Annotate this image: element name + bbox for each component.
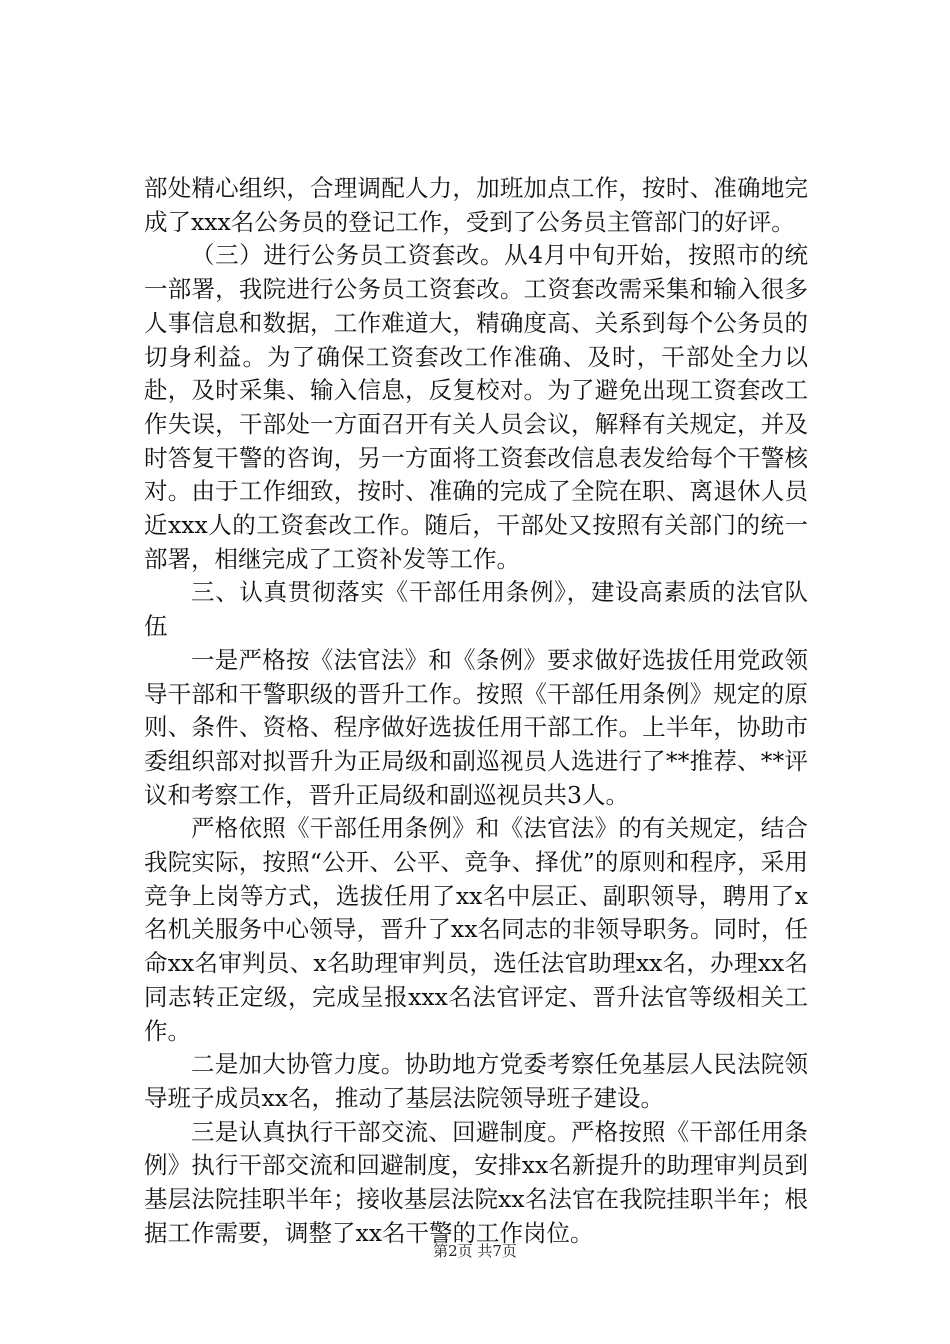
section-heading-three: 三、认真贯彻落实《干部任用条例》，建设高素质的法官队伍 [144,578,808,641]
document-body [144,172,808,1251]
page-number-label: 第2页 共7页 [433,1242,517,1260]
paragraph-co-management: 二是加大协管力度。协助地方党委考察任免基层人民法院领导班子成员xx名，推动了基层法院领导班子建设。 [144,1050,808,1112]
paragraph-continuation: 部处精心组织，合理调配人力，加班加点工作，按时、准确地完成了xxx名公务员的登记工作，受到了公务员主管部门的好评。 [144,174,808,236]
paragraph-regulation-compliance: 严格依照《干部任用条例》和《法官法》的有关规定，结合我院实际，按照“公开、公平、竞争、择优”的原则和程序，采用竞争上岗等方式，选拔任用了xx名中层正、副职领导，聘用了x名机关服务中心领导，晋升了xx名同志的非领导职务。同时，任命xx名审判员、x名助理审判员，选任法官助理xx名，办理xx名同志转正定级，完成呈报xxx名法官评定、晋升法官等级相关工作。 [144,814,808,1045]
paragraph-salary-reform: （三）进行公务员工资套改。从4月中旬开始，按照市的统一部署，我院进行公务员工资套改。工资套改需采集和输入很多人事信息和数据，工作难道大，精确度高、关系到每个公务员的切身利益。为了确保工资套改工作准确、及时，干部处全力以赴，及时采集、输入信息，反复校对。为了避免出现工资套改工作失误，干部处一方面召开有关人员会议，解释有关规定，并及时答复干警的咨询，另一方面将工资套改信息表发给每个干警核对。由于工作细致，按时、准确的完成了全院在职、离退休人员近xxx人的工资套改工作。随后，干部处又按照有关部门的统一部署，相继完成了工资补发等工作。 [144,241,808,573]
paragraph-selection-promotion: 一是严格按《法官法》和《条例》要求做好选拔任用党政领导干部和干警职级的晋升工作。按照《干部任用条例》规定的原则、条件、资格、程序做好选拔任用干部工作。上半年，协助市委组织部对拟晋升为正局级和副巡视员人选进行了**推荐、**评议和考察工作，晋升正局级和副巡视员共3人。 [144,645,808,809]
page-footer [0,1240,950,1261]
paragraph-exchange-avoidance: 三是认真执行干部交流、回避制度。严格按照《干部任用条例》执行干部交流和回避制度，安排xx名新提升的助理审判员到基层法院挂职半年；接收基层法院xx名法官在我院挂职半年；根据工作需要，调整了xx名干警的工作岗位。 [144,1117,808,1247]
